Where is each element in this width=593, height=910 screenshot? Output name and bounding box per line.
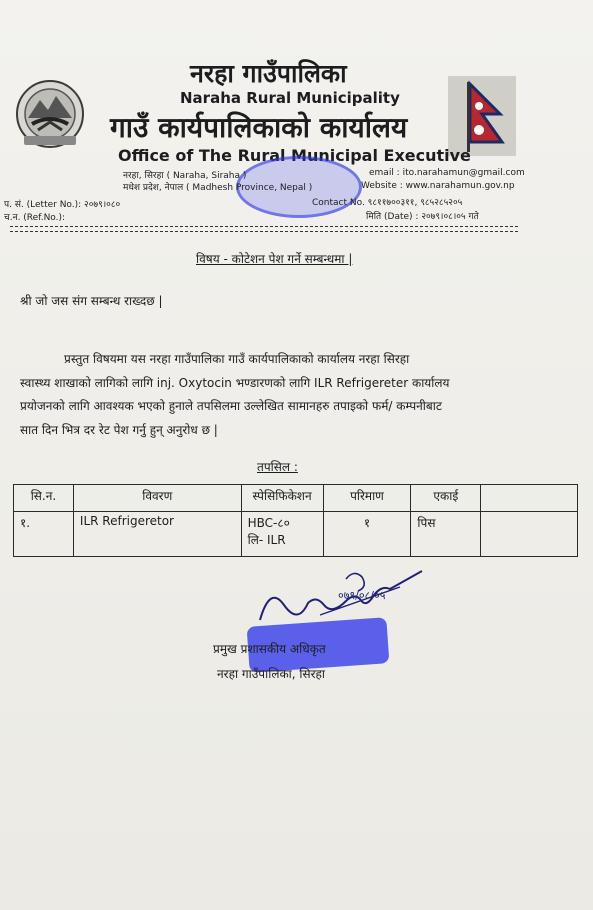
- contact-number: Contact No. ९८११७००३११, ९८५२८५२०५: [312, 198, 463, 208]
- body-line: प्रयोजनको लागि आवश्यक भएको हुनाले तपसिलमा उल्लेखित सामानहरु तपाइको फर्म/ कम्पनीबाट: [20, 399, 442, 413]
- column-header-quantity: परिमाण: [323, 485, 411, 512]
- municipality-name-english: Naraha Rural Municipality: [180, 89, 400, 107]
- office-email: email : ito.narahamun@gmail.com: [369, 168, 525, 178]
- municipality-name-nepali: नरहा गाउँपालिका: [190, 59, 347, 88]
- signatory-title: प्रमुख प्रशासकीय अधिकृत: [213, 642, 326, 656]
- office-website: Website : www.narahamun.gov.np: [361, 181, 515, 191]
- reference-number: च.न. (Ref.No.):: [4, 213, 66, 223]
- body-line: स्वास्थ्य शाखाको लागिको लागि inj. Oxytocin भण्डारणको लागि ILR Refrigereter कार्यालय: [20, 375, 450, 390]
- table-row: [14, 512, 578, 557]
- cell-description: ILR Refrigeretor: [73, 512, 241, 557]
- letter-subject: विषय - कोटेशन पेश गर्ने सम्बन्धमा |: [196, 252, 353, 266]
- letter-date: मिति (Date) : २०७९।०८।०५ गते: [366, 212, 479, 222]
- cell-specification: [241, 512, 323, 557]
- letter-number: प. सं. (Letter No.): २०७९।०८०: [4, 200, 121, 210]
- nepal-flag-icon: [448, 76, 516, 156]
- cell-serial: १.: [14, 512, 74, 557]
- header-divider: [10, 226, 518, 227]
- cell-extra: [481, 512, 578, 557]
- body-line: प्रस्तुत विषयमा यस नरहा गाउँपालिका गाउँ कार्यपालिकाको कार्यालय नरहा सिरहा: [64, 352, 410, 366]
- salutation: श्री जो जस संग सम्बन्ध राख्दछ |: [20, 294, 163, 308]
- details-heading: तपसिल :: [257, 460, 298, 474]
- spec-line-1: HBC-८०: [247, 516, 290, 530]
- letter-body: [20, 348, 528, 442]
- column-header-description: विवरण: [73, 485, 241, 512]
- header-divider-second: [10, 231, 518, 232]
- address-line-1: नरहा, सिरहा ( Naraha, Siraha ): [123, 171, 247, 181]
- signatory-office: नरहा गाउँपालिका, सिरहा: [217, 667, 326, 681]
- table-header-row: [14, 485, 578, 512]
- spec-line-2: लि- ILR: [247, 533, 286, 547]
- column-header-specification: स्पेसिफिकेशन: [241, 485, 323, 512]
- office-name-english: Office of The Rural Municipal Executive: [118, 146, 471, 165]
- government-emblem-icon: [14, 74, 86, 152]
- body-line: सात दिन भित्र दर रेट पेश गर्नु हुन् अनुरोध छ |: [20, 422, 218, 437]
- cell-quantity: १: [323, 512, 411, 557]
- address-line-2: मधेश प्रदेश, नेपाल ( Madhesh Province, Nepal ): [123, 183, 313, 193]
- column-header-blank: [481, 485, 578, 512]
- column-header-serial: सि.न.: [14, 485, 74, 512]
- cell-unit: पिस: [411, 512, 481, 557]
- items-table: [13, 484, 578, 557]
- office-name-nepali: गाउँ कार्यपालिकाको कार्यालय: [110, 111, 408, 144]
- handwritten-date: ०७९/०८/०५: [338, 589, 386, 602]
- column-header-unit: एकाई: [411, 485, 481, 512]
